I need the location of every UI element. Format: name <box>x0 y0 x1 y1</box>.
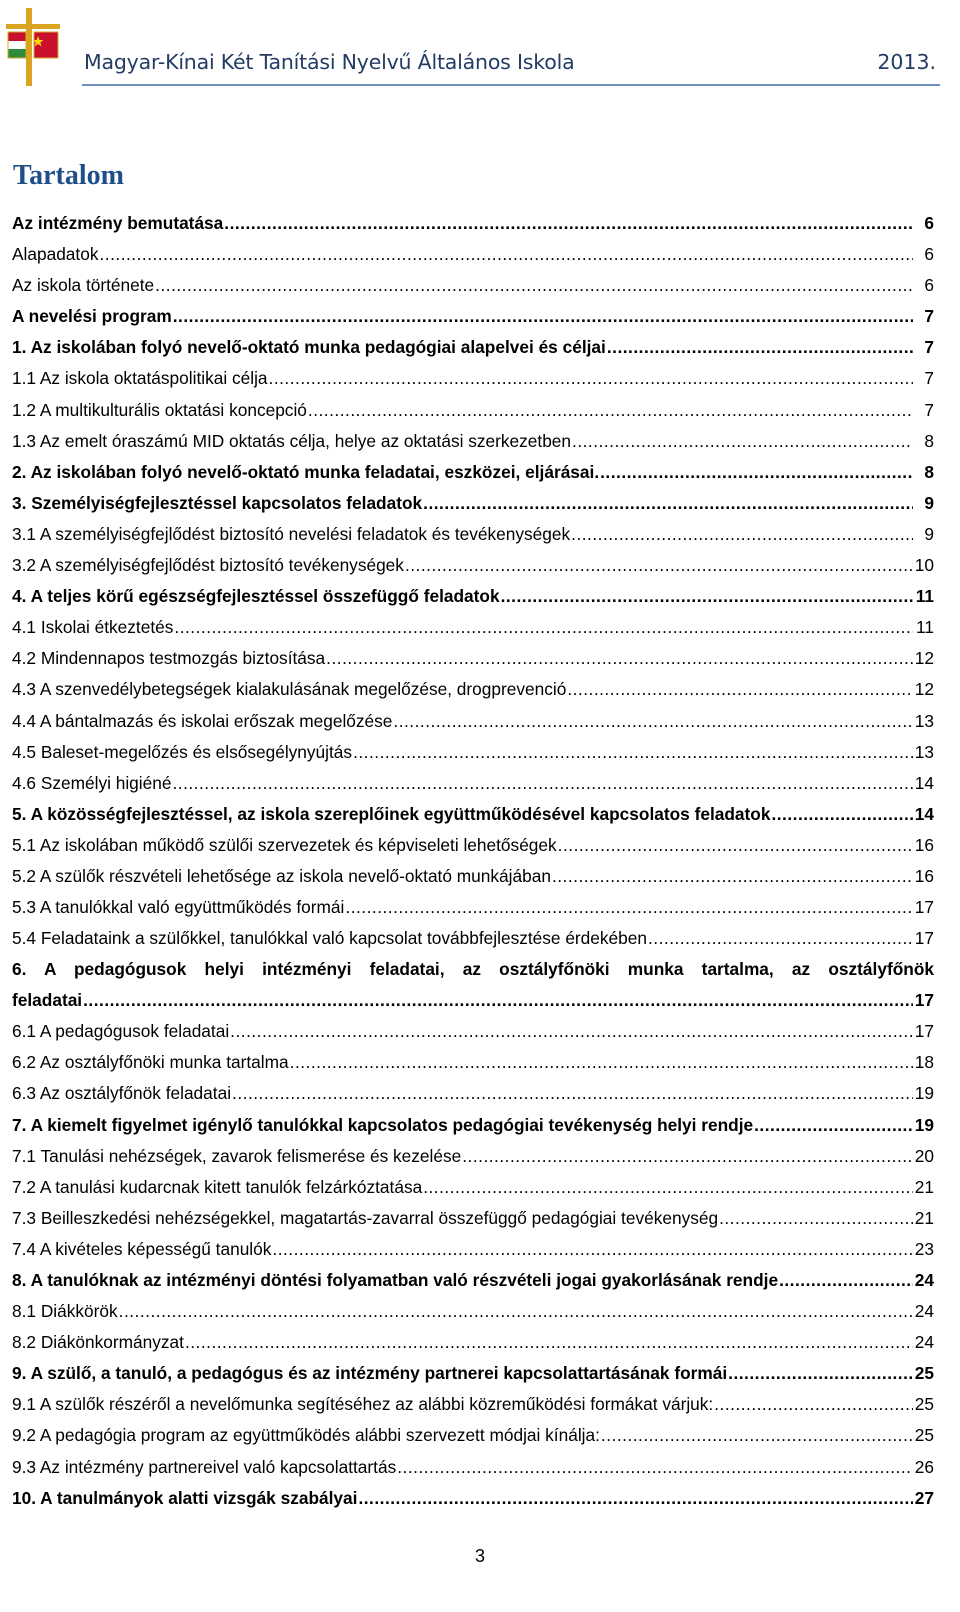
toc-leader-dots <box>771 799 913 830</box>
toc-leader-dots <box>185 1327 913 1358</box>
toc-entry-text: 3.2 A személyiségfejlődést biztosító tevékenységek <box>12 555 404 576</box>
page-number: 3 <box>474 1546 485 1566</box>
toc-leader-dots <box>326 643 913 674</box>
toc-leader-dots <box>155 270 913 301</box>
table-of-contents <box>12 208 934 1514</box>
toc-entry-page: 24 <box>914 1270 934 1290</box>
toc-entry[interactable] <box>12 830 934 861</box>
toc-leader-dots <box>99 239 913 270</box>
toc-entry-text: 4.4 A bántalmazás és iskolai erőszak megelőzése <box>12 710 393 731</box>
toc-entry-page: 17 <box>914 990 934 1011</box>
toc-entry[interactable] <box>12 270 934 301</box>
toc-leader-dots <box>174 612 913 643</box>
toc-entry[interactable] <box>12 1172 934 1203</box>
toc-leader-dots <box>405 550 913 581</box>
toc-entry-text: 7.4 A kivételes képességű tanulók <box>12 1238 272 1259</box>
toc-entry-text: 6.1 A pedagógusok feladatai <box>12 1021 230 1042</box>
toc-leader-dots <box>648 923 913 954</box>
toc-entry[interactable] <box>12 332 934 363</box>
toc-entry[interactable] <box>12 768 934 799</box>
toc-leader-dots <box>719 1203 913 1234</box>
toc-entry-text: 4.1 Iskolai étkeztetés <box>12 617 174 638</box>
toc-entry-page: 18 <box>914 1052 934 1073</box>
toc-leader-dots <box>353 737 913 768</box>
toc-entry-text: 8.1 Diákkörök <box>12 1301 118 1322</box>
toc-leader-dots <box>572 426 913 457</box>
toc-entry-text: 5.3 A tanulókkal való együttműködés formái <box>12 897 345 918</box>
toc-entry-text: 2. Az iskolában folyó nevelő-oktató munka feladatai, eszközei, eljárásai. <box>12 461 600 482</box>
toc-entry-page: 17 <box>914 1021 934 1042</box>
toc-entry-page: 19 <box>914 1083 934 1104</box>
toc-leader-dots <box>501 581 913 612</box>
toc-entry[interactable] <box>12 457 934 488</box>
toc-leader-dots <box>567 674 913 705</box>
toc-entry-page: 16 <box>914 834 934 855</box>
toc-leader-dots <box>232 1078 913 1109</box>
toc-entry[interactable] <box>12 1296 934 1327</box>
toc-entry-text: 6.2 Az osztályfőnöki munka tartalma <box>12 1052 289 1073</box>
header-school-name: Magyar-Kínai Két Tanítási Nyelvű Általános Iskola <box>84 50 575 74</box>
toc-leader-dots <box>83 985 913 1016</box>
toc-entry-text: 1. Az iskolában folyó nevelő-oktató munka pedagógiai alapelvei és céljai <box>12 337 606 358</box>
toc-entry-page: 6 <box>924 213 934 233</box>
toc-entry-page: 10 <box>914 555 934 576</box>
toc-entry-text: 3.1 A személyiségfejlődést biztosító nevelési feladatok és tevékenységek <box>12 523 571 544</box>
toc-entry-page: 6 <box>924 244 934 265</box>
toc-entry-text: 5. A közösségfejlesztéssel, az iskola szereplőinek együttműködésével kapcsolatos feladatok <box>12 803 771 824</box>
toc-entry-page: 14 <box>914 803 934 824</box>
toc-entry-text: 3. Személyiségfejlesztéssel kapcsolatos feladatok <box>12 492 423 513</box>
toc-entry-page: 27 <box>914 1487 934 1508</box>
toc-entry-page: 26 <box>914 1456 934 1477</box>
toc-entry[interactable] <box>12 954 934 1016</box>
toc-entry[interactable] <box>12 1420 934 1451</box>
toc-leader-dots <box>172 768 913 799</box>
toc-leader-dots <box>119 1296 913 1327</box>
toc-entry[interactable] <box>12 1234 934 1265</box>
toc-entry-text: 4. A teljes körű egészségfejlesztéssel összefüggő feladatok <box>12 586 500 607</box>
toc-entry-page: 13 <box>914 710 934 731</box>
toc-entry-text: 1.3 Az emelt óraszámú MID oktatás célja, helye az oktatási szerkezetben <box>12 430 572 451</box>
toc-entry-text: 6. A pedagógusok helyi intézményi feladatai, az osztályfőnöki munka tartalma, az osztályfőnök <box>12 959 934 980</box>
school-logo <box>4 6 62 88</box>
toc-entry-text: 7. A kiemelt figyelmet igénylő tanulókkal kapcsolatos pedagógiai tevékenység helyi rendje <box>12 1114 754 1135</box>
toc-entry-page: 17 <box>914 897 934 918</box>
toc-leader-dots <box>397 1452 913 1483</box>
toc-entry-page: 25 <box>914 1394 934 1415</box>
toc-entry-text: Az iskola története <box>12 275 155 296</box>
toc-leader-dots <box>728 1358 913 1389</box>
toc-entry-page: 19 <box>914 1114 934 1135</box>
toc-entry[interactable] <box>12 488 934 519</box>
toc-entry[interactable] <box>12 1016 934 1047</box>
toc-entry-page: 25 <box>914 1363 934 1384</box>
toc-leader-dots <box>230 1016 913 1047</box>
toc-entry[interactable] <box>12 1483 934 1514</box>
toc-entry[interactable] <box>12 643 934 674</box>
toc-entry[interactable] <box>12 923 934 954</box>
toc-entry-text: 9.2 A pedagógia program az együttműködés alábbi szervezett módjai kínálja: <box>12 1425 600 1446</box>
toc-leader-dots <box>607 332 913 363</box>
page-header <box>0 0 960 100</box>
toc-entry[interactable] <box>12 426 934 457</box>
toc-entry-text: 1.2 A multikulturális oktatási koncepció <box>12 399 307 420</box>
toc-entry[interactable] <box>12 1203 934 1234</box>
toc-entry[interactable] <box>12 1047 934 1078</box>
toc-entry-text: Az intézmény bemutatása <box>12 213 224 233</box>
toc-entry[interactable] <box>12 1358 934 1389</box>
toc-entry-text: 7.1 Tanulási nehézségek, zavarok felismerése és kezelése <box>12 1145 462 1166</box>
toc-entry[interactable] <box>12 363 934 394</box>
toc-leader-dots <box>600 457 913 488</box>
toc-leader-dots <box>754 1110 913 1141</box>
toc-entry-page: 24 <box>914 1332 934 1353</box>
toc-leader-dots <box>358 1483 913 1514</box>
toc-entry-text: 7.3 Beilleszkedési nehézségekkel, magatartás-zavarral összefüggő pedagógiai tevékenység <box>12 1207 719 1228</box>
toc-entry-text: 4.2 Mindennapos testmozgás biztosítása <box>12 648 326 669</box>
toc-entry-text: 9.3 Az intézmény partnereivel való kapcsolattartás <box>12 1456 397 1477</box>
toc-entry[interactable] <box>12 1389 934 1420</box>
toc-entry-page: 11 <box>915 586 934 607</box>
toc-leader-dots <box>308 395 913 426</box>
toc-entry[interactable] <box>12 1078 934 1109</box>
toc-leader-dots <box>552 861 913 892</box>
toc-entry-page: 7 <box>924 337 934 358</box>
toc-entry-page: 21 <box>914 1207 934 1228</box>
toc-leader-dots <box>272 1234 913 1265</box>
toc-entry-text: 5.2 A szülők részvételi lehetősége az iskola nevelő-oktató munkájában <box>12 865 551 886</box>
toc-entry-page: 20 <box>914 1145 934 1166</box>
toc-entry-page: 23 <box>914 1238 934 1259</box>
toc-entry-text: 7.2 A tanulási kudarcnak kitett tanulók felzárkóztatása <box>12 1176 423 1197</box>
toc-leader-dots <box>393 706 913 737</box>
toc-entry[interactable] <box>12 1327 934 1358</box>
toc-entry-text: 8. A tanulóknak az intézményi döntési folyamatban való részvételi jogai gyakorlásának rendje <box>12 1270 779 1290</box>
toc-entry-text: 4.5 Baleset-megelőzés és elsősegélynyújtás <box>12 741 353 762</box>
toc-entry-page: 24 <box>914 1301 934 1322</box>
toc-entry[interactable] <box>12 1141 934 1172</box>
toc-entry-text: 4.3 A szenvedélybetegségek kialakulásának megelőzése, drogprevenció <box>12 679 567 700</box>
toc-entry-text: 8.2 Diákönkormányzat <box>12 1332 184 1353</box>
toc-entry-page: 9 <box>924 492 934 513</box>
toc-entry[interactable] <box>12 706 934 737</box>
header-divider <box>82 84 940 86</box>
flag-cross-logo-icon <box>4 6 62 88</box>
toc-entry[interactable] <box>12 861 934 892</box>
toc-entry[interactable] <box>12 395 934 426</box>
toc-entry-page: 21 <box>914 1176 934 1197</box>
toc-entry-page: 25 <box>914 1425 934 1446</box>
toc-entry-page: 7 <box>924 306 934 327</box>
toc-entry-text: 10. A tanulmányok alatti vizsgák szabályai <box>12 1487 358 1508</box>
toc-entry[interactable] <box>12 1452 934 1483</box>
toc-entry-page: 12 <box>914 648 934 669</box>
toc-entry-page: 11 <box>916 617 934 638</box>
toc-leader-dots <box>462 1141 913 1172</box>
toc-entry-text: 9.1 A szülők részéről a nevelőmunka segítéséhez az alábbi közreműködési formákat várjuk: <box>12 1394 714 1415</box>
toc-entry-text-continued: feladatai <box>12 990 83 1011</box>
toc-entry[interactable] <box>12 1110 934 1141</box>
toc-entry[interactable] <box>12 581 934 612</box>
toc-leader-dots <box>571 519 913 550</box>
toc-entry-page: 7 <box>924 368 934 389</box>
toc-leader-dots <box>779 1265 913 1296</box>
toc-entry-page: 14 <box>914 772 934 793</box>
toc-entry-text: 5.4 Feladataink a szülőkkel, tanulókkal való kapcsolat továbbfejlesztése érdekében <box>12 928 647 949</box>
toc-leader-dots <box>423 488 913 519</box>
toc-leader-dots <box>290 1047 913 1078</box>
toc-entry-page: 17 <box>914 928 934 949</box>
toc-leader-dots <box>714 1389 913 1420</box>
toc-entry-text: 4.6 Személyi higiéné <box>12 772 172 793</box>
toc-entry-page: 8 <box>924 430 934 451</box>
toc-entry-page: 9 <box>924 523 934 544</box>
toc-entry-page: 12 <box>914 679 934 700</box>
toc-leader-dots <box>224 208 913 239</box>
toc-entry[interactable] <box>12 550 934 581</box>
toc-entry[interactable] <box>12 208 934 239</box>
toc-entry[interactable] <box>12 674 934 705</box>
toc-entry[interactable] <box>12 612 934 643</box>
toc-entry-text: 1.1 Az iskola oktatáspolitikai célja <box>12 368 268 389</box>
header-year: 2013. <box>877 50 936 74</box>
toc-entry[interactable] <box>12 519 934 550</box>
toc-entry[interactable] <box>12 301 934 332</box>
toc-entry-text: 9. A szülő, a tanuló, a pedagógus és az intézmény partnerei kapcsolattartásának formái <box>12 1363 728 1384</box>
toc-entry-page: 13 <box>914 741 934 762</box>
toc-entry-page: 16 <box>914 865 934 886</box>
toc-entry[interactable] <box>12 892 934 923</box>
toc-entry[interactable] <box>12 799 934 830</box>
toc-entry-page: 8 <box>924 461 934 482</box>
toc-entry[interactable] <box>12 1265 934 1296</box>
toc-leader-dots <box>269 363 913 394</box>
toc-leader-dots <box>423 1172 913 1203</box>
toc-title: Tartalom <box>13 160 124 191</box>
toc-entry[interactable] <box>12 239 934 270</box>
toc-entry-text: 5.1 Az iskolában működő szülői szervezetek és képviseleti lehetőségek <box>12 834 557 855</box>
toc-leader-dots <box>601 1420 913 1451</box>
toc-entry-text: Alapadatok <box>12 244 99 265</box>
toc-entry-text: 6.3 Az osztályfőnök feladatai <box>12 1083 232 1104</box>
toc-entry[interactable] <box>12 737 934 768</box>
toc-entry-page: 7 <box>924 399 934 420</box>
toc-leader-dots <box>345 892 913 923</box>
toc-leader-dots <box>558 830 913 861</box>
toc-leader-dots <box>173 301 913 332</box>
toc-entry-page: 6 <box>924 275 934 296</box>
toc-entry-text: A nevelési program <box>12 306 172 327</box>
